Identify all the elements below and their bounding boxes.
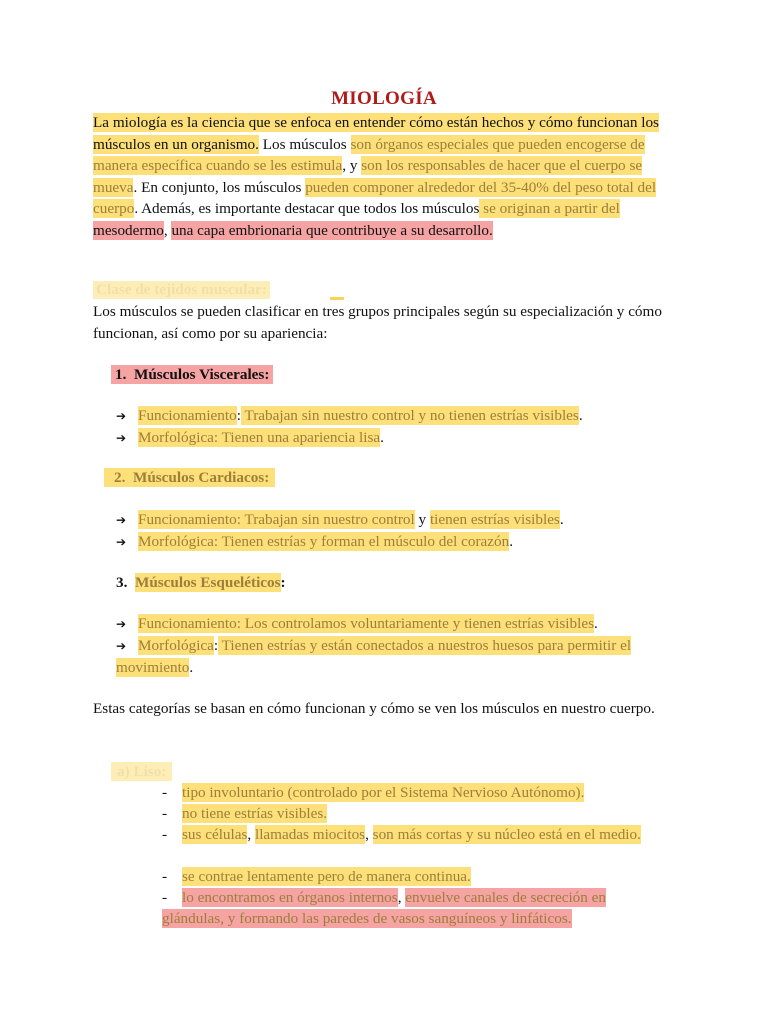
liso-item-text: tipo involuntario (controlado por el Sistema Nervioso Autónomo). — [182, 784, 585, 801]
bullet-end: . — [594, 615, 598, 632]
bullet-end: . — [380, 429, 384, 446]
liso-item-text: , — [247, 826, 255, 843]
group-3-bullet-2 — [116, 635, 676, 678]
section-heading: Clase de tejidos muscular: — [93, 281, 270, 299]
group-3-bullet-1 — [116, 613, 598, 635]
bullet-end: . — [559, 511, 564, 528]
liso-item-text: no tiene estrías visibles. — [182, 805, 328, 822]
group-2-bullet-1 — [116, 509, 564, 531]
group-1-number: 1. — [115, 366, 127, 383]
dash-bullet: - — [162, 826, 168, 843]
dash-bullet: - — [162, 868, 168, 885]
group-2-heading — [104, 467, 275, 488]
bullet-label: Morfológica — [138, 637, 214, 654]
liso-item-5 — [162, 887, 662, 929]
intro-s2b: son órganos especiales que pueden encogerse de manera específica — [93, 135, 645, 175]
group-2-name: Músculos Cardiacos: — [132, 469, 270, 486]
liso-item-text: lo encontramos en órganos internos — [182, 889, 398, 906]
liso-item-text: llamadas miocitos — [254, 826, 366, 843]
group-2-number: 2. — [114, 469, 126, 486]
page-title: MIOLOGÍA — [331, 88, 437, 109]
intro-s3f: , — [163, 221, 172, 239]
group-3-number: 3. — [116, 574, 128, 591]
group-1-name: Músculos Viscerales: — [133, 366, 270, 383]
liso-item-text: , — [397, 889, 406, 906]
arrow-icon: ➔ — [116, 535, 127, 549]
group-1-bullet-2 — [116, 427, 384, 449]
group-3-name: Músculos Esqueléticos — [134, 574, 281, 591]
liso-heading — [111, 761, 172, 782]
intro-s3b: pueden componer alrededor del 35-40% del peso total del cuerpo — [93, 178, 657, 218]
bullet-label: Morfológica — [138, 429, 214, 446]
liso-item-text: , — [365, 826, 373, 843]
section-intro: Los músculos se pueden clasificar en tres grupos principales según su especialización y cómo funcionan, así como por su apariencia: — [93, 303, 662, 342]
bullet-sep: : — [236, 407, 241, 424]
group-2-bullet-2 — [116, 531, 513, 553]
bullet-text: Tienen una apariencia lisa — [218, 429, 381, 446]
liso-item-2 — [162, 803, 327, 824]
liso-heading-text: a) Liso: — [111, 762, 172, 781]
bullet-end: . — [189, 659, 194, 676]
intro-s3a: . En conjunto, los músculos — [133, 178, 306, 196]
liso-item-4 — [162, 866, 471, 887]
bullet-text: Los controlamos voluntariamente — [240, 615, 449, 632]
bullet-text: y tienen estrías visibles — [448, 615, 594, 632]
group-1-bullet-1 — [116, 405, 583, 427]
liso-item-text: envuelve canales de secreción en glándulas, y formando las paredes de vasos sanguíneos y linfáticos. — [162, 889, 606, 927]
intro-s2a: Los músculos — [258, 135, 351, 153]
liso-item-text: son más cortas y su núcleo está en el medio. — [372, 826, 641, 843]
intro-s3d: se originan a partir del — [479, 200, 620, 218]
intro-s2e: son los responsables de hacer que el cuerpo se mueva — [93, 157, 643, 196]
arrow-icon: ➔ — [116, 431, 127, 445]
arrow-icon: ➔ — [116, 617, 127, 631]
bullet-text: y — [414, 511, 430, 528]
bullet-text: Tienen estrías y están conectados a nuestros huesos para permitir el movimiento — [116, 637, 632, 676]
group-3-colon: : — [280, 574, 286, 591]
bullet-sep: : — [213, 429, 219, 446]
highlight-mark — [330, 297, 344, 300]
intro-s1: La miología es la ciencia que se enfoca en entender cómo están hechos y cómo funcionan los músculos en un organismo. — [93, 114, 659, 153]
arrow-icon: ➔ — [116, 639, 127, 653]
dash-bullet: - — [162, 805, 168, 822]
intro-s3e: mesodermo — [93, 221, 164, 239]
bullet-text: tienen estrías visibles — [429, 511, 560, 528]
bullet-label: Funcionamiento — [138, 407, 237, 424]
dash-bullet: - — [162, 784, 168, 801]
intro-s2d: , y — [342, 157, 362, 175]
intro-s3g: una capa embrionaria que contribuye a su desarrollo. — [171, 221, 493, 239]
intro-s3c: . Además, es importante destacar que todos los músculos — [134, 200, 480, 218]
dash-bullet: - — [162, 889, 168, 906]
liso-item-3 — [162, 824, 652, 845]
bullet-sep: : — [213, 637, 219, 654]
bullet-sep: : — [213, 533, 219, 550]
liso-item-text: sus células — [182, 826, 248, 843]
bullet-text: Trabajan sin nuestro control y no tienen estrías visibles — [240, 407, 579, 424]
intro-paragraph — [93, 112, 683, 242]
bullet-end: . — [509, 533, 513, 550]
liso-item-text: se contrae lentamente pero de manera continua. — [182, 868, 471, 885]
arrow-icon: ➔ — [116, 409, 127, 423]
bullet-sep: : — [236, 615, 241, 632]
arrow-icon: ➔ — [116, 513, 127, 527]
bullet-text: Tienen estrías y forman el músculo del corazón — [218, 533, 510, 550]
group-3-heading — [116, 572, 286, 593]
group-1-heading — [111, 364, 273, 385]
bullet-end: . — [578, 407, 583, 424]
liso-item-1 — [162, 782, 584, 803]
intro-s2c: cuando se les estimula — [202, 157, 343, 175]
bullet-label: Funcionamiento — [138, 511, 237, 528]
bullet-sep: : — [236, 511, 241, 528]
summary-paragraph: Estas categorías se basan en cómo funcionan y cómo se ven los músculos en nuestro cuerpo. — [93, 700, 655, 717]
bullet-label: Funcionamiento — [138, 615, 237, 632]
bullet-label: Morfológica — [138, 533, 214, 550]
bullet-text: Trabajan sin nuestro control — [240, 511, 415, 528]
